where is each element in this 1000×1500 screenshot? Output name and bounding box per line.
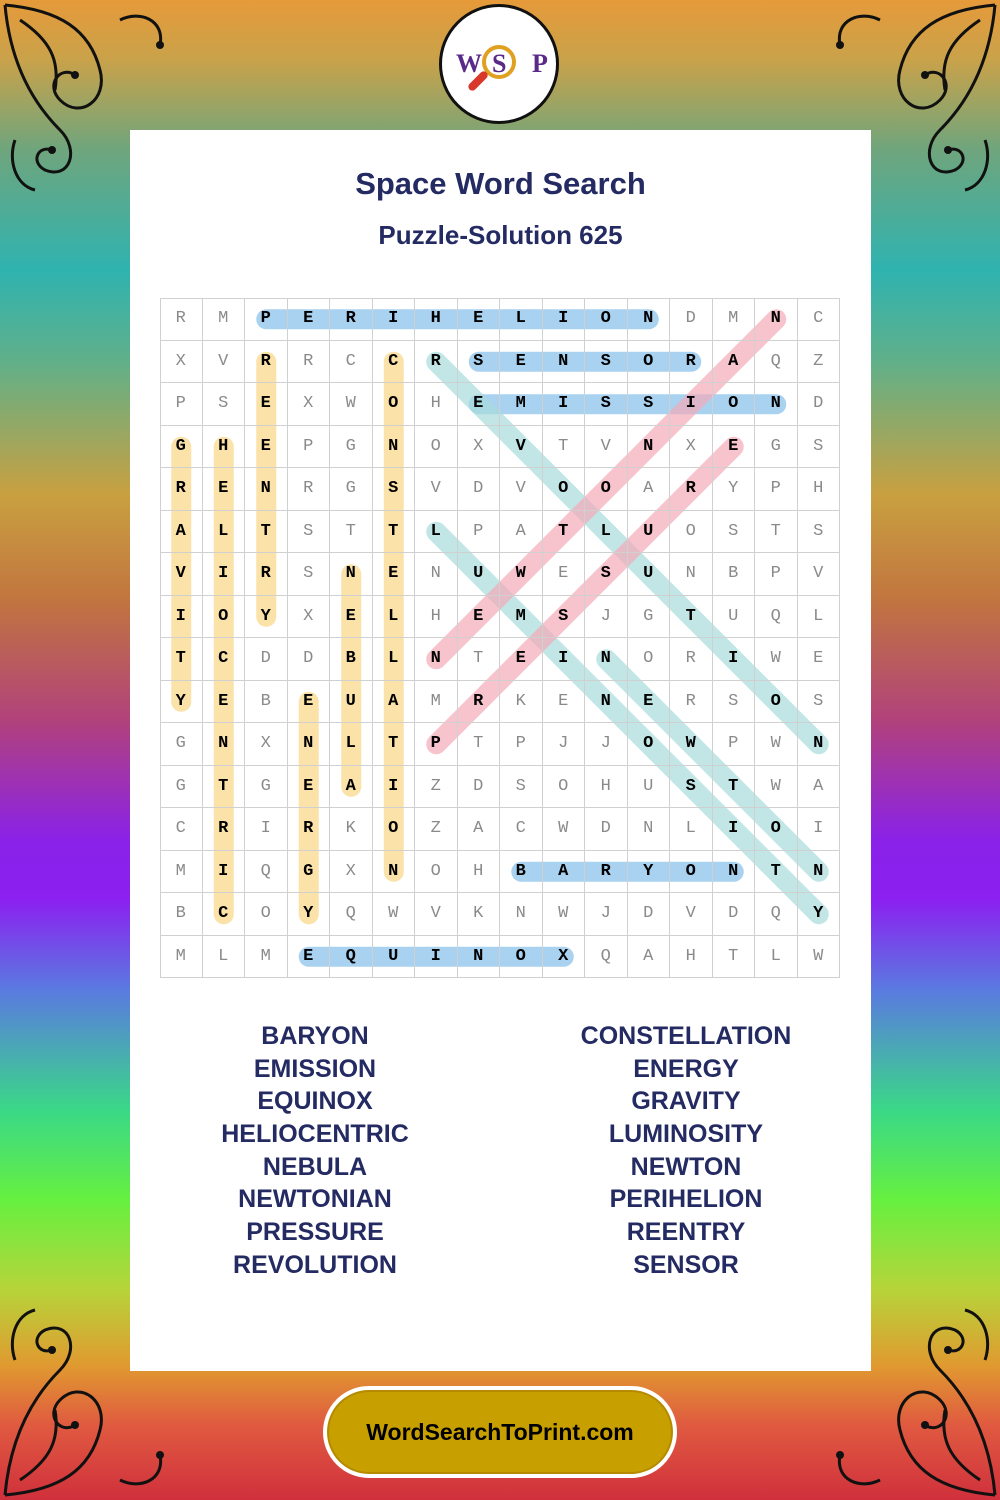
grid-cell[interactable]: V <box>500 468 543 511</box>
puzzle-sheet <box>130 130 871 1371</box>
grid-cell[interactable]: M <box>500 383 543 426</box>
grid-cell[interactable]: O <box>670 511 713 554</box>
grid-cell[interactable]: S <box>585 553 628 596</box>
grid-cell[interactable]: N <box>798 723 841 766</box>
grid-cell[interactable]: H <box>585 766 628 809</box>
word-list-item: ENERGY <box>633 1054 739 1083</box>
grid-cell[interactable]: Y <box>628 851 671 894</box>
grid-cell[interactable]: A <box>713 341 756 384</box>
grid-cell[interactable]: D <box>458 766 501 809</box>
grid-cell[interactable]: V <box>203 341 246 384</box>
grid-cell[interactable]: N <box>585 681 628 724</box>
grid-cell[interactable]: I <box>203 553 246 596</box>
grid-cell[interactable]: O <box>415 851 458 894</box>
word-list-item: EQUINOX <box>257 1087 373 1116</box>
grid-cell[interactable]: S <box>458 341 501 384</box>
grid-cell[interactable]: L <box>670 808 713 851</box>
grid-cell[interactable]: R <box>330 298 373 341</box>
grid-cell[interactable]: A <box>628 468 671 511</box>
grid-cell[interactable]: L <box>585 511 628 554</box>
grid-cell[interactable]: O <box>670 851 713 894</box>
grid-cell[interactable]: N <box>628 426 671 469</box>
grid-cell[interactable]: O <box>500 936 543 979</box>
grid-cell[interactable]: O <box>373 808 416 851</box>
grid-cell[interactable]: V <box>670 893 713 936</box>
grid-cell[interactable]: O <box>585 298 628 341</box>
grid-cell[interactable]: X <box>288 383 331 426</box>
word-list-item: NEWTONIAN <box>238 1185 392 1214</box>
grid-cell[interactable]: B <box>160 893 203 936</box>
grid-cell[interactable]: O <box>755 681 798 724</box>
grid-cell[interactable]: M <box>415 681 458 724</box>
wsp-logo[interactable] <box>439 4 559 124</box>
grid-cell[interactable]: I <box>670 383 713 426</box>
grid-cell[interactable]: E <box>288 766 331 809</box>
grid-cell[interactable]: B <box>713 553 756 596</box>
grid-cell[interactable]: P <box>160 383 203 426</box>
word-list-item: BARYON <box>261 1022 369 1050</box>
grid-cell[interactable]: O <box>713 383 756 426</box>
grid-cell[interactable]: X <box>458 426 501 469</box>
grid-cell[interactable]: S <box>798 681 841 724</box>
grid-cell[interactable]: W <box>755 638 798 681</box>
grid-cell[interactable]: K <box>500 681 543 724</box>
grid-cell[interactable]: U <box>458 553 501 596</box>
grid-cell[interactable]: W <box>798 936 841 979</box>
grid-cell[interactable]: N <box>585 638 628 681</box>
grid-cell[interactable]: O <box>543 468 586 511</box>
grid-cell[interactable]: Q <box>585 936 628 979</box>
grid-cell[interactable]: R <box>288 468 331 511</box>
grid-cell[interactable]: S <box>500 766 543 809</box>
grid-cell[interactable]: Z <box>415 808 458 851</box>
letter-grid <box>160 298 840 978</box>
grid-cell[interactable]: V <box>585 426 628 469</box>
grid-cell[interactable]: M <box>160 936 203 979</box>
grid-cell[interactable]: E <box>203 681 246 724</box>
grid-cell[interactable]: U <box>330 681 373 724</box>
grid-cell[interactable]: Q <box>245 851 288 894</box>
grid-cell[interactable]: C <box>160 808 203 851</box>
grid-cell[interactable]: S <box>373 468 416 511</box>
grid-cell[interactable]: A <box>500 511 543 554</box>
grid-cell[interactable]: N <box>755 383 798 426</box>
grid-cell[interactable]: U <box>628 766 671 809</box>
grid-cell[interactable]: I <box>203 851 246 894</box>
grid-cell[interactable]: R <box>160 468 203 511</box>
grid-cell[interactable]: T <box>543 426 586 469</box>
grid-cell[interactable]: L <box>798 596 841 639</box>
grid-cell[interactable]: H <box>670 936 713 979</box>
grid-cell[interactable]: S <box>798 511 841 554</box>
grid-cell[interactable]: Q <box>330 936 373 979</box>
grid-cell[interactable]: C <box>330 341 373 384</box>
grid-cell[interactable]: R <box>245 341 288 384</box>
grid-cell[interactable]: P <box>245 298 288 341</box>
grid-cell[interactable]: C <box>373 341 416 384</box>
word-list-left <box>130 1020 500 1282</box>
grid-cell[interactable]: I <box>543 298 586 341</box>
grid-cell[interactable]: N <box>628 298 671 341</box>
grid-cell[interactable]: A <box>798 766 841 809</box>
word-list-item: PRESSURE <box>246 1218 384 1247</box>
grid-cell[interactable]: A <box>543 851 586 894</box>
logo-letter-p: P <box>532 49 548 78</box>
grid-cell[interactable]: N <box>373 426 416 469</box>
grid-cell[interactable]: S <box>713 681 756 724</box>
grid-cell[interactable]: R <box>203 808 246 851</box>
grid-cell[interactable]: W <box>373 893 416 936</box>
grid-cell[interactable]: N <box>713 851 756 894</box>
grid-cell[interactable]: X <box>160 341 203 384</box>
grid-cell[interactable]: E <box>713 426 756 469</box>
grid-cell[interactable]: T <box>670 596 713 639</box>
grid-cell[interactable]: I <box>543 638 586 681</box>
grid-cell[interactable]: T <box>755 851 798 894</box>
word-list-item: REENTRY <box>626 1218 746 1247</box>
grid-cell[interactable]: S <box>585 383 628 426</box>
grid-cell[interactable]: I <box>373 766 416 809</box>
grid-cell[interactable]: X <box>288 596 331 639</box>
grid-cell[interactable]: L <box>755 936 798 979</box>
grid-cell[interactable]: E <box>500 638 543 681</box>
grid-cell[interactable]: N <box>798 851 841 894</box>
grid-cell[interactable]: Q <box>755 893 798 936</box>
grid-cell[interactable]: U <box>373 936 416 979</box>
grid-cell[interactable]: Y <box>798 893 841 936</box>
grid-cell[interactable]: S <box>585 341 628 384</box>
grid-cell[interactable]: M <box>713 298 756 341</box>
grid-cell[interactable]: G <box>288 851 331 894</box>
grid-cell[interactable]: G <box>755 426 798 469</box>
grid-cell[interactable]: C <box>203 893 246 936</box>
grid-cell[interactable]: G <box>330 468 373 511</box>
grid-cell[interactable]: Y <box>713 468 756 511</box>
grid-cell[interactable]: J <box>585 893 628 936</box>
word-list-right <box>501 1020 871 1282</box>
grid-cell[interactable]: I <box>160 596 203 639</box>
grid-cell[interactable]: D <box>798 383 841 426</box>
grid-cell[interactable]: N <box>415 553 458 596</box>
grid-cell[interactable]: N <box>203 723 246 766</box>
grid-cell[interactable]: D <box>713 893 756 936</box>
grid-cell[interactable]: N <box>330 553 373 596</box>
grid-cell[interactable]: H <box>415 298 458 341</box>
grid-cell[interactable]: W <box>755 723 798 766</box>
grid-cell[interactable]: I <box>373 298 416 341</box>
grid-cell[interactable]: M <box>160 851 203 894</box>
grid-cell[interactable]: D <box>585 808 628 851</box>
grid-cell[interactable]: X <box>245 723 288 766</box>
grid-cell[interactable]: W <box>543 893 586 936</box>
grid-cell[interactable]: T <box>755 511 798 554</box>
word-list-item: HELIOCENTRIC <box>221 1120 409 1149</box>
grid-cell[interactable]: H <box>415 596 458 639</box>
grid-cell[interactable]: E <box>330 596 373 639</box>
grid-cell[interactable]: W <box>500 553 543 596</box>
grid-cell[interactable]: B <box>245 681 288 724</box>
grid-cell[interactable]: I <box>713 808 756 851</box>
grid-cell[interactable]: A <box>458 808 501 851</box>
grid-cell[interactable]: T <box>543 511 586 554</box>
grid-cell[interactable]: S <box>288 511 331 554</box>
grid-cell[interactable]: R <box>160 298 203 341</box>
grid-cell[interactable]: H <box>415 383 458 426</box>
grid-cell[interactable]: S <box>798 426 841 469</box>
grid-cell[interactable]: U <box>713 596 756 639</box>
grid-cell[interactable]: N <box>245 468 288 511</box>
grid-cell[interactable]: E <box>458 298 501 341</box>
grid-cell[interactable]: C <box>500 808 543 851</box>
word-list-item: NEWTON <box>630 1152 742 1181</box>
grid-cell[interactable]: W <box>670 723 713 766</box>
grid-cell[interactable]: R <box>585 851 628 894</box>
grid-cell[interactable]: X <box>670 426 713 469</box>
grid-cell[interactable]: L <box>203 936 246 979</box>
grid-cell[interactable]: H <box>203 426 246 469</box>
word-list-item: NEBULA <box>262 1152 368 1181</box>
grid-cell[interactable]: O <box>628 341 671 384</box>
grid-cell[interactable]: T <box>373 723 416 766</box>
grid-cell[interactable]: H <box>798 468 841 511</box>
grid-cell[interactable]: G <box>245 766 288 809</box>
grid-cell[interactable]: V <box>415 893 458 936</box>
grid-cell[interactable]: Q <box>755 596 798 639</box>
grid-cell[interactable]: T <box>245 511 288 554</box>
grid-cell[interactable]: T <box>203 766 246 809</box>
grid-cell[interactable]: J <box>585 723 628 766</box>
grid-cell[interactable]: K <box>330 808 373 851</box>
grid-cell[interactable]: S <box>670 766 713 809</box>
grid-cell[interactable]: G <box>628 596 671 639</box>
grid-cell[interactable]: N <box>628 808 671 851</box>
grid-cell[interactable]: E <box>373 553 416 596</box>
grid-cell[interactable]: J <box>543 723 586 766</box>
grid-cell[interactable]: I <box>245 808 288 851</box>
grid-cell[interactable]: O <box>755 808 798 851</box>
grid-cell[interactable]: A <box>628 936 671 979</box>
grid-cell[interactable]: E <box>458 383 501 426</box>
grid-cell[interactable]: R <box>670 468 713 511</box>
grid-cell[interactable]: N <box>458 936 501 979</box>
grid-cell[interactable]: S <box>628 383 671 426</box>
grid-cell[interactable]: T <box>713 936 756 979</box>
grid-cell[interactable]: A <box>373 681 416 724</box>
grid-cell[interactable]: P <box>755 468 798 511</box>
logo-letter-w: W <box>456 49 482 78</box>
grid-cell[interactable]: G <box>160 723 203 766</box>
grid-cell[interactable]: R <box>415 341 458 384</box>
grid-cell[interactable]: E <box>203 468 246 511</box>
grid-cell[interactable]: I <box>543 383 586 426</box>
site-link-button[interactable]: WordSearchToPrint.com <box>323 1386 677 1478</box>
grid-cell[interactable]: S <box>288 553 331 596</box>
grid-cell[interactable]: D <box>670 298 713 341</box>
grid-cell[interactable]: E <box>543 553 586 596</box>
grid-cell[interactable]: K <box>458 893 501 936</box>
grid-cell[interactable]: R <box>670 341 713 384</box>
grid-cell[interactable]: W <box>755 766 798 809</box>
grid-cell[interactable]: N <box>415 638 458 681</box>
grid-cell[interactable]: L <box>373 638 416 681</box>
grid-cell[interactable]: N <box>373 851 416 894</box>
grid-cell[interactable]: N <box>288 723 331 766</box>
grid-cell[interactable]: A <box>330 766 373 809</box>
grid-cell[interactable]: D <box>245 638 288 681</box>
grid-cell[interactable]: N <box>543 341 586 384</box>
grid-cell[interactable]: T <box>373 511 416 554</box>
grid-cell[interactable]: B <box>330 638 373 681</box>
grid-cell[interactable]: T <box>458 638 501 681</box>
word-list-item: REVOLUTION <box>233 1250 397 1279</box>
grid-cell[interactable]: Y <box>245 596 288 639</box>
grid-cell[interactable]: R <box>670 681 713 724</box>
grid-cell[interactable]: E <box>245 426 288 469</box>
grid-cell[interactable]: G <box>160 766 203 809</box>
grid-cell[interactable]: V <box>160 553 203 596</box>
grid-cell[interactable]: E <box>798 638 841 681</box>
grid-cell[interactable]: I <box>713 638 756 681</box>
page-title: Space Word Search <box>355 166 646 201</box>
grid-cell[interactable]: R <box>288 341 331 384</box>
word-list-item: EMISSION <box>253 1054 377 1083</box>
grid-cell[interactable]: T <box>160 638 203 681</box>
grid-cell[interactable]: O <box>543 766 586 809</box>
grid-cell[interactable]: Y <box>160 681 203 724</box>
word-list-item: SENSOR <box>633 1250 739 1279</box>
grid-cell[interactable]: U <box>628 511 671 554</box>
grid-cell[interactable]: N <box>755 298 798 341</box>
grid-cell[interactable]: Z <box>415 766 458 809</box>
grid-cell[interactable]: L <box>415 511 458 554</box>
grid-cell[interactable]: W <box>330 383 373 426</box>
grid-cell[interactable]: D <box>288 638 331 681</box>
grid-cell[interactable]: C <box>203 638 246 681</box>
grid-cell[interactable]: M <box>203 298 246 341</box>
grid-cell[interactable]: P <box>713 723 756 766</box>
grid-cell[interactable]: D <box>458 468 501 511</box>
grid-cell[interactable]: L <box>330 723 373 766</box>
grid-cell[interactable]: L <box>373 596 416 639</box>
grid-cell[interactable]: E <box>288 681 331 724</box>
page-subtitle: Puzzle-Solution 625 <box>378 220 623 250</box>
grid-cell[interactable]: M <box>500 596 543 639</box>
grid-cell[interactable]: E <box>500 341 543 384</box>
grid-cell[interactable]: M <box>245 936 288 979</box>
grid-cell[interactable]: P <box>415 723 458 766</box>
grid-cell[interactable]: T <box>330 511 373 554</box>
grid-cell[interactable]: E <box>288 936 331 979</box>
grid-cell[interactable]: C <box>798 298 841 341</box>
grid-cell[interactable]: N <box>670 553 713 596</box>
grid-cell[interactable]: O <box>585 468 628 511</box>
grid-cell[interactable]: P <box>755 553 798 596</box>
grid-cell[interactable]: J <box>585 596 628 639</box>
grid-cell[interactable]: E <box>628 681 671 724</box>
grid-cell[interactable]: O <box>203 596 246 639</box>
grid-cell[interactable]: L <box>500 298 543 341</box>
grid-cell[interactable]: O <box>628 638 671 681</box>
grid-cell[interactable]: G <box>160 426 203 469</box>
grid-cell[interactable]: I <box>798 808 841 851</box>
grid-cell[interactable]: Q <box>330 893 373 936</box>
grid-cell[interactable]: T <box>458 723 501 766</box>
word-list-item: GRAVITY <box>631 1087 741 1116</box>
grid-cell[interactable]: H <box>458 851 501 894</box>
grid-cell[interactable]: T <box>713 766 756 809</box>
grid-cell[interactable]: E <box>288 298 331 341</box>
grid-cell[interactable]: V <box>500 426 543 469</box>
grid-cell[interactable]: E <box>543 681 586 724</box>
word-list-item: CONSTELLATION <box>580 1022 792 1050</box>
grid-cell[interactable]: X <box>330 851 373 894</box>
grid-cell[interactable]: V <box>415 468 458 511</box>
grid-cell[interactable]: O <box>373 383 416 426</box>
grid-cell[interactable]: O <box>628 723 671 766</box>
grid-cell[interactable]: G <box>330 426 373 469</box>
grid-cell[interactable]: R <box>245 553 288 596</box>
grid-cell[interactable]: S <box>543 596 586 639</box>
grid-cell[interactable]: P <box>458 511 501 554</box>
grid-cell[interactable]: R <box>288 808 331 851</box>
word-list-item: PERIHELION <box>609 1185 763 1214</box>
word-list-item: LUMINOSITY <box>608 1120 764 1149</box>
grid-cell[interactable]: I <box>415 936 458 979</box>
grid-cell[interactable]: P <box>500 723 543 766</box>
grid-cell[interactable]: E <box>245 383 288 426</box>
grid-cell[interactable]: X <box>543 936 586 979</box>
grid-cell[interactable]: E <box>458 596 501 639</box>
grid-cell[interactable]: B <box>500 851 543 894</box>
grid-cell[interactable]: P <box>288 426 331 469</box>
grid-cell[interactable]: N <box>500 893 543 936</box>
grid-cell[interactable]: R <box>670 638 713 681</box>
grid-cell[interactable]: U <box>628 553 671 596</box>
grid-cell[interactable]: Z <box>798 341 841 384</box>
grid-cell[interactable]: R <box>458 681 501 724</box>
grid-cell[interactable]: S <box>203 383 246 426</box>
grid-cell[interactable]: A <box>160 511 203 554</box>
grid-cell[interactable]: V <box>798 553 841 596</box>
grid-cell[interactable]: O <box>245 893 288 936</box>
grid-cell[interactable]: Q <box>755 341 798 384</box>
grid-cell[interactable]: Y <box>288 893 331 936</box>
grid-cell[interactable]: O <box>415 426 458 469</box>
logo-letter-s: S <box>492 49 507 78</box>
grid-cell[interactable]: D <box>628 893 671 936</box>
grid-cell[interactable]: S <box>713 511 756 554</box>
grid-cell[interactable]: W <box>543 808 586 851</box>
grid-cell[interactable]: L <box>203 511 246 554</box>
